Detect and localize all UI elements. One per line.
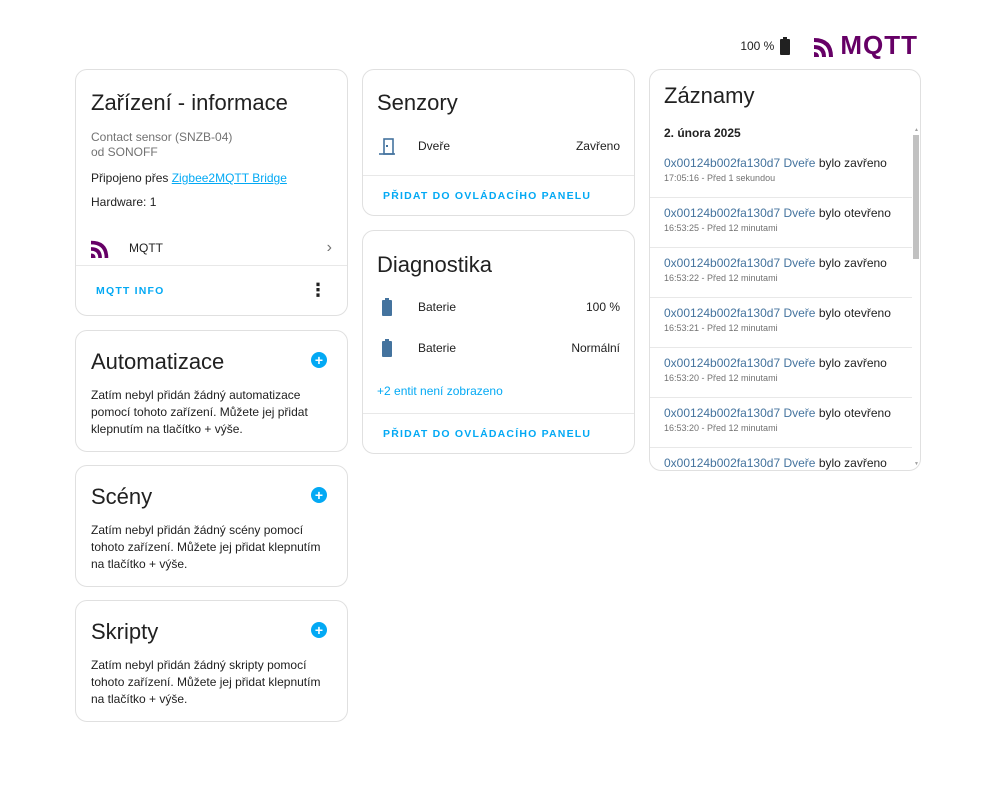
log-entry	[650, 198, 912, 248]
diagnostics-actions	[363, 413, 634, 453]
device-manufacturer: od SONOFF	[91, 145, 158, 159]
diagnostic-value: 100 %	[585, 300, 620, 314]
scenes-empty-text: Zatím nebyl přidán žádný scény pomocí tohoto zařízení. Můžete jej přidat klepnutím na tlačítko + výše.	[91, 523, 321, 571]
door-icon	[377, 137, 397, 155]
log-time: 16:53:20 - Před 12 minutami	[664, 373, 778, 383]
log-entry	[650, 398, 912, 448]
mqtt-integration-row[interactable]	[76, 230, 347, 266]
log-entry	[650, 148, 912, 198]
mqtt-logo	[814, 30, 918, 61]
log-time: 17:05:16 - Před 1 sekundou	[664, 173, 776, 183]
log-action: bylo zavřeno	[815, 456, 887, 470]
logbook-list[interactable]	[650, 148, 912, 471]
scripts-card	[75, 600, 348, 722]
add-scene-icon[interactable]: +	[311, 487, 327, 503]
add-diagnostics-to-dashboard-button[interactable]: PŘIDAT DO OVLÁDACÍHO PANELU	[383, 427, 592, 440]
log-device-link[interactable]: 0x00124b002fa130d7	[664, 406, 781, 420]
diagnostic-row-battery-low[interactable]	[377, 336, 620, 360]
log-device-link[interactable]: 0x00124b002fa130d7	[664, 456, 781, 470]
log-entity-link[interactable]: Dveře	[783, 156, 816, 170]
log-device-link[interactable]: 0x00124b002fa130d7	[664, 206, 781, 220]
mqtt-integration-label: MQTT	[129, 241, 163, 255]
device-info-card	[75, 69, 348, 316]
scroll-down-icon[interactable]: ▼	[914, 461, 919, 467]
top-bar	[740, 30, 918, 61]
log-action: bylo otevřeno	[815, 406, 891, 420]
log-time: 16:53:25 - Před 12 minutami	[664, 223, 778, 233]
device-model	[91, 130, 232, 160]
scenes-title: Scény	[91, 484, 153, 509]
device-model-name: Contact sensor (SNZB-04)	[91, 130, 233, 144]
diagnostic-name: Baterie	[418, 300, 457, 314]
scripts-empty-text: Zatím nebyl přidán žádný skripty pomocí tohoto zařízení. Můžete jej přidat klepnutím na tlačítko + výše.	[91, 658, 321, 706]
log-action: bylo otevřeno	[815, 306, 891, 320]
hardware-version: Hardware: 1	[91, 195, 157, 209]
log-action: bylo otevřeno	[815, 206, 891, 220]
diagnostics-card	[362, 230, 635, 454]
add-sensors-to-dashboard-button[interactable]: PŘIDAT DO OVLÁDACÍHO PANELU	[383, 189, 592, 202]
log-entry	[650, 298, 912, 348]
diagnostic-row-battery[interactable]	[377, 295, 620, 319]
scripts-title: Skripty	[91, 619, 159, 644]
bridge-link[interactable]: Zigbee2MQTT Bridge	[171, 171, 287, 185]
diagnostics-title: Diagnostika	[377, 252, 492, 277]
automations-title: Automatizace	[91, 349, 225, 374]
log-entity-link[interactable]: Dveře	[783, 456, 816, 470]
log-action: bylo zavřeno	[815, 156, 887, 170]
scroll-up-icon[interactable]: ▲	[914, 127, 919, 133]
scenes-card	[75, 465, 348, 587]
diagnostic-name: Baterie	[418, 341, 457, 355]
logbook-title: Záznamy	[664, 83, 755, 108]
battery-percentage: 100 %	[740, 38, 775, 53]
log-entity-link[interactable]: Dveře	[783, 256, 816, 270]
mqtt-logo-text: MQTT	[840, 30, 918, 60]
log-entry	[650, 248, 912, 298]
log-entry	[650, 448, 912, 471]
battery-status	[740, 37, 790, 55]
log-time: 16:53:22 - Před 12 minutami	[664, 273, 778, 283]
add-script-icon[interactable]: +	[311, 622, 327, 638]
sensors-actions	[363, 175, 634, 215]
logbook-date: 2. února 2025	[664, 126, 741, 140]
hidden-entities-link[interactable]: +2 entit není zobrazeno	[377, 384, 503, 398]
logbook-scrollbar[interactable]	[911, 127, 920, 467]
log-entity-link[interactable]: Dveře	[783, 206, 816, 220]
log-action: bylo zavřeno	[815, 356, 887, 370]
log-entry	[650, 348, 912, 398]
sensors-title: Senzory	[377, 90, 458, 115]
mqtt-info-button[interactable]: MQTT INFO	[96, 284, 165, 297]
log-device-link[interactable]: 0x00124b002fa130d7	[664, 256, 781, 270]
sensor-value: Zavřeno	[575, 139, 620, 153]
log-entity-link[interactable]: Dveře	[783, 306, 816, 320]
connected-via	[91, 171, 287, 185]
add-automation-icon[interactable]: +	[311, 352, 327, 368]
battery-icon	[780, 37, 790, 55]
log-device-link[interactable]: 0x00124b002fa130d7	[664, 306, 781, 320]
log-entity-link[interactable]: Dveře	[783, 406, 816, 420]
device-info-title: Zařízení - informace	[91, 90, 288, 115]
diagnostic-value: Normální	[571, 341, 620, 355]
connected-via-label: Připojeno přes	[91, 171, 172, 185]
battery-icon	[377, 339, 397, 357]
log-device-link[interactable]: 0x00124b002fa130d7	[664, 156, 781, 170]
log-device-link[interactable]: 0x00124b002fa130d7	[664, 356, 781, 370]
automations-card	[75, 330, 348, 452]
logbook-card	[649, 69, 921, 471]
sensor-row-door[interactable]	[377, 134, 620, 158]
automations-empty-text: Zatím nebyl přidán žádný automatizace pomocí tohoto zařízení. Můžete jej přidat klepnutím na tlačítko + výše.	[91, 388, 308, 436]
scrollbar-thumb[interactable]	[913, 135, 919, 259]
mqtt-logo-icon	[814, 35, 836, 57]
more-options-icon[interactable]: ⋮	[309, 280, 327, 300]
sensors-card	[362, 69, 635, 216]
log-entity-link[interactable]: Dveře	[783, 356, 816, 370]
chevron-right-icon: ›	[326, 239, 332, 256]
battery-icon	[377, 298, 397, 316]
device-info-actions	[76, 265, 347, 315]
mqtt-icon	[91, 238, 111, 258]
log-time: 16:53:21 - Před 12 minutami	[664, 323, 778, 333]
log-time: 16:53:20 - Před 12 minutami	[664, 423, 778, 433]
log-action: bylo zavřeno	[815, 256, 887, 270]
sensor-name: Dveře	[418, 139, 451, 153]
